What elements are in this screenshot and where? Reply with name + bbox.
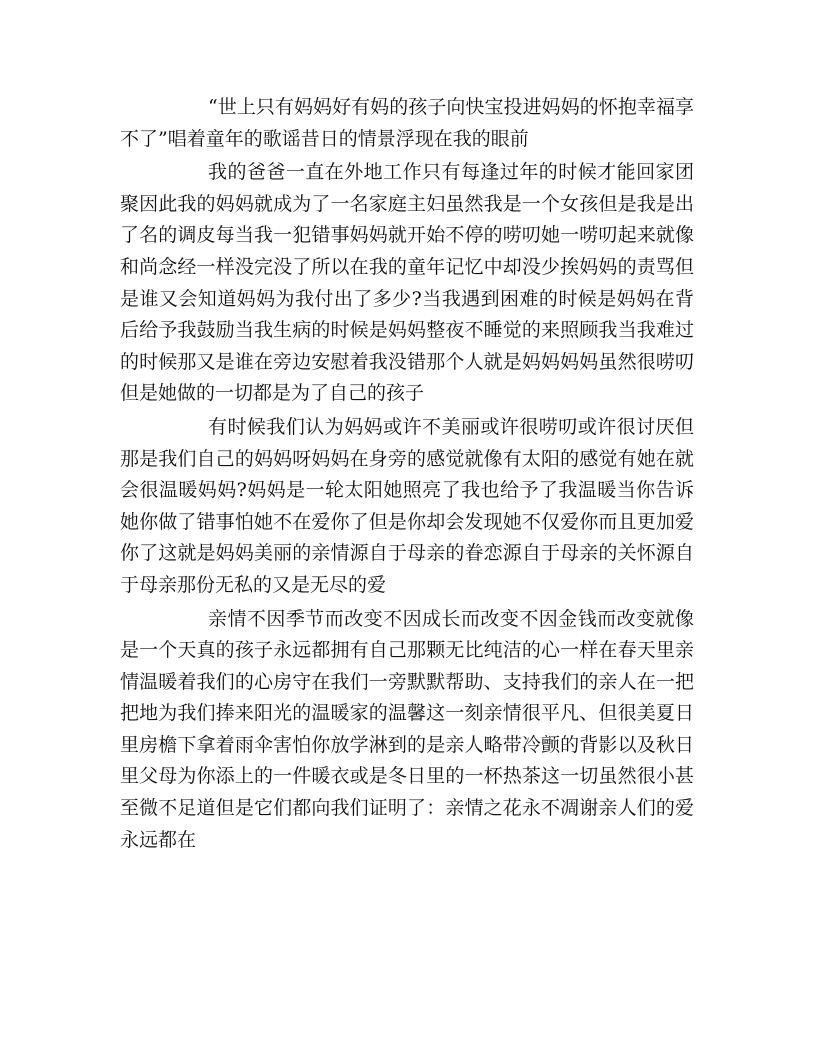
document-body: [120, 92, 694, 858]
paragraph-4: 亲情不因季节而改变不因成长而改变不因金钱而改变就像是一个天真的孩子永远都拥有自己那颗无比纯洁的心一样在春天里亲情温暖着我们的心房守在我们一旁默默帮助、支持我们的亲人在一把把地为我们捧来阳光的温暖家的温馨这一刻亲情很平凡、但很美夏日里房檐下拿着雨伞害怕你放学淋到的是亲人略带冷颤的背影以及秋日里父母为你添上的一件暖衣或是冬日里的一杯热茶这一切虽然很小甚至微不足道但是它们都向我们证明了：亲情之花永不凋谢亲人们的爱永远都在: [120, 607, 694, 851]
paragraph-3: 有时候我们认为妈妈或许不美丽或许很唠叨或许很讨厌但那是我们自己的妈妈呀妈妈在身旁的感觉就像有太阳的感觉有她在就会很温暖妈妈?妈妈是一轮太阳她照亮了我也给予了我温暖当你告诉她你做了错事怕她不在爱你了但是你却会发现她不仅爱你而且更加爱你了这就是妈妈美丽的亲情源自于母亲的眷恋源自于母亲的关怀源自于母亲那份无私的又是无尽的爱: [120, 415, 694, 596]
paragraph-1: “世上只有妈妈好有妈的孩子向快宝投进妈妈的怀抱幸福享不了”唱着童年的歌谣昔日的情景浮现在我的眼前: [120, 96, 694, 150]
paragraph-2: 我的爸爸一直在外地工作只有每逢过年的时候才能回家团聚因此我的妈妈就成为了一名家庭主妇虽然我是一个女孩但是我是出了名的调皮每当我一犯错事妈妈就开始不停的唠叨她一唠叨起来就像和尚念经一样没完没了所以在我的童年记忆中却没少挨妈妈的责骂但是谁又会知道妈妈为我付出了多少?当我遇到困难的时候是妈妈在背后给予我鼓励当我生病的时候是妈妈整夜不睡觉的来照顾我当我难过的时候那又是谁在旁边安慰着我没错那个人就是妈妈妈妈虽然很唠叨但是她做的一切都是为了自己的孩子: [120, 161, 694, 405]
